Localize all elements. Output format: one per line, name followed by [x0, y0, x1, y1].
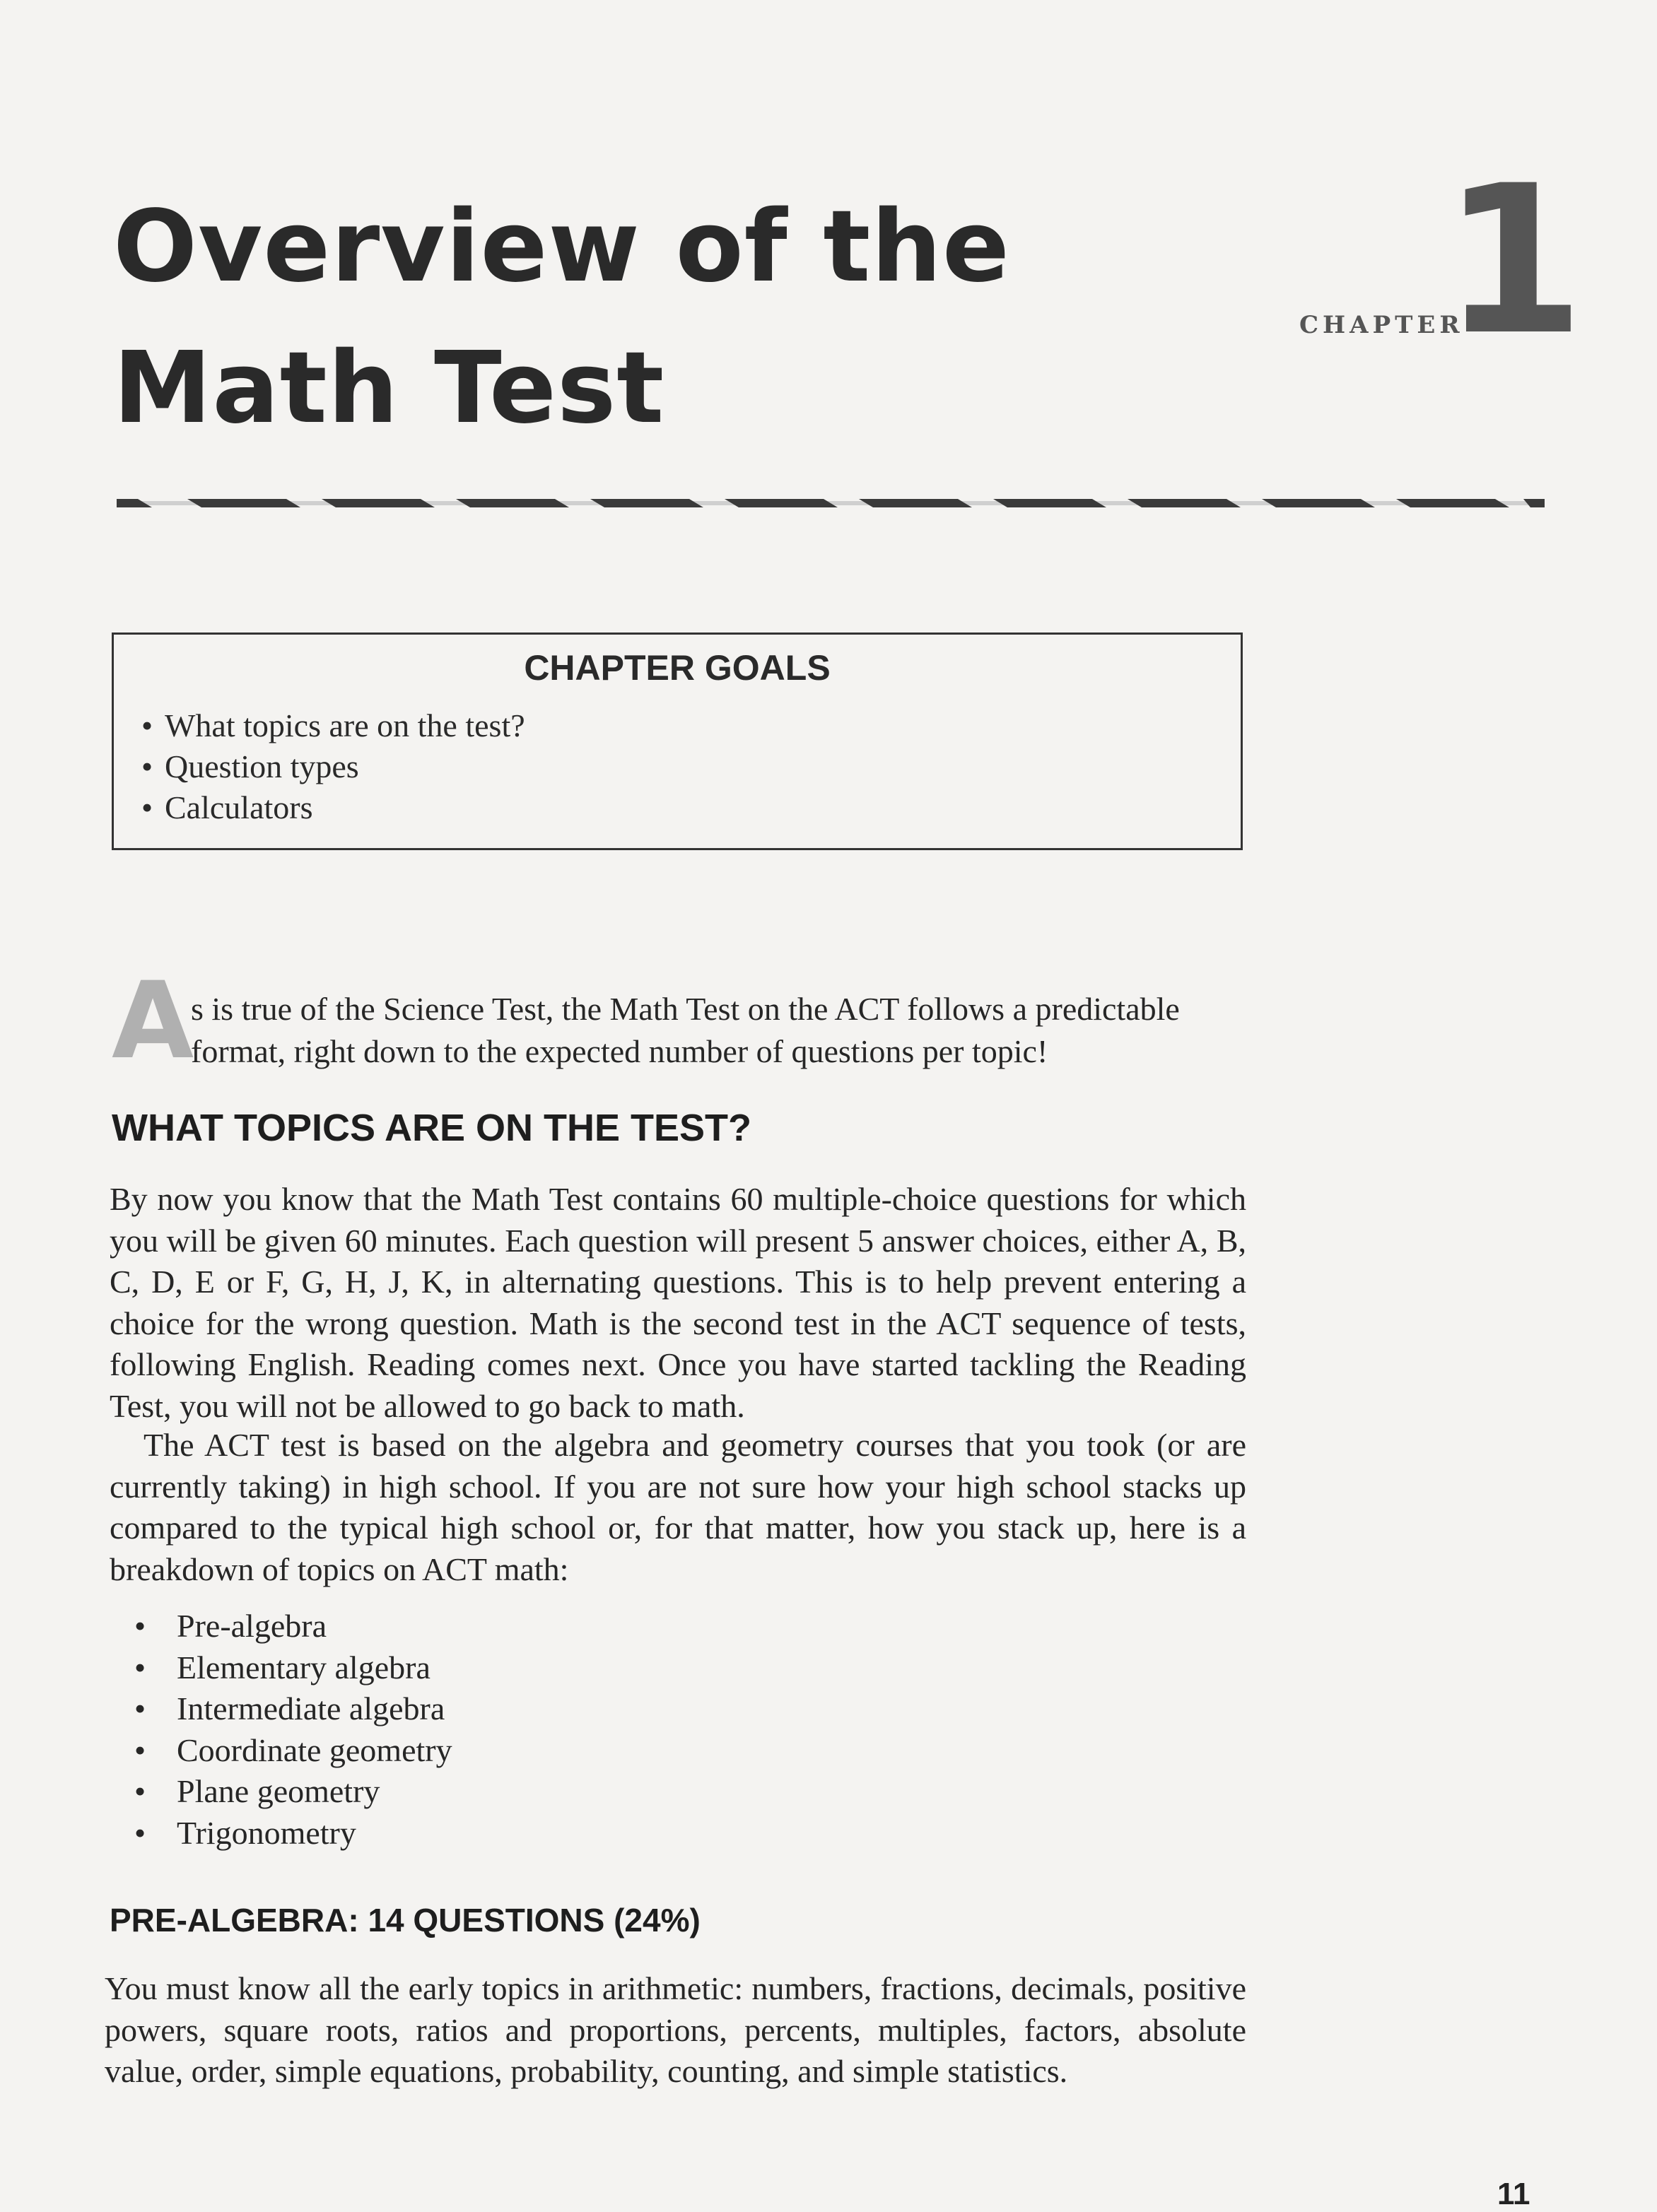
topic-item-text: Plane geometry — [177, 1773, 380, 1809]
topic-item — [134, 1813, 452, 1854]
topic-item — [134, 1647, 452, 1689]
topic-item-text: Pre-algebra — [177, 1608, 327, 1644]
topic-item — [134, 1771, 452, 1813]
topic-item — [134, 1606, 452, 1647]
goal-item-text: What topics are on the test? — [165, 707, 525, 743]
section-heading: WHAT TOPICS ARE ON THE TEST? — [112, 1107, 752, 1149]
prealgebra-heading: PRE-ALGEBRA: 14 QUESTIONS (24%) — [110, 1902, 701, 1939]
topic-item — [134, 1688, 452, 1730]
chapter-number: 1 — [1442, 142, 1585, 380]
goal-item — [129, 705, 525, 746]
chapter-title-line-2: Math Test — [113, 331, 665, 446]
prealgebra-paragraph: You must know all the early topics in arithmetic: numbers, fractions, decimals, positive powers, square roots, ratios and proportions, percents, multiples, factors, absolute value, order, simple equations, probability, counting, and simple statistics. — [105, 1970, 1246, 2089]
goal-item-text: Question types — [165, 748, 359, 784]
chapter-title-line-1: Overview of the — [113, 189, 1010, 305]
topic-item-text: Elementary algebra — [177, 1649, 431, 1686]
chapter-goals-heading: CHAPTER GOALS — [524, 648, 831, 688]
goal-item — [129, 746, 525, 787]
intro-paragraph: s is true of the Science Test, the Math Test on the ACT follows a predictable format, right down to the expected number of questions per topic! — [191, 991, 1180, 1069]
topics-list — [134, 1606, 452, 1854]
goal-item-text: Calculators — [165, 789, 313, 825]
chapter-divider-rule — [117, 495, 1545, 512]
topic-item — [134, 1730, 452, 1772]
body-paragraph-1: By now you know that the Math Test contains 60 multiple-choice questions for which you will be given 60 minutes. Each question will present 5 answer choices, either A, B, C, D, E or F, G, H, J, K, in alternating questions. This is to help prevent entering a choice for the wrong question. Math is the second test in the ACT sequence of tests, following English. Reading comes next. Once you have started tackling the Reading Test, you will not be allowed to go back to math. — [110, 1181, 1246, 1424]
chapter-title — [113, 177, 1010, 459]
chapter-label: CHAPTER — [1299, 311, 1464, 339]
chapter-goals-list — [129, 705, 525, 828]
goal-item — [129, 787, 525, 828]
page-number: 11 — [1497, 2177, 1530, 2211]
topic-item-text: Trigonometry — [177, 1814, 356, 1851]
drop-cap: A — [112, 960, 194, 1083]
body-paragraph-2: The ACT test is based on the algebra and geometry courses that you took (or are currently taking) in high school. If you are not sure how your high school stacks up compared to the typical high school or, for that matter, how you stack up, here is a breakdown of topics on ACT math: — [110, 1427, 1246, 1587]
topic-item-text: Intermediate algebra — [177, 1690, 445, 1726]
chapter-goals-box — [112, 633, 1243, 850]
topic-item-text: Coordinate geometry — [177, 1731, 452, 1768]
